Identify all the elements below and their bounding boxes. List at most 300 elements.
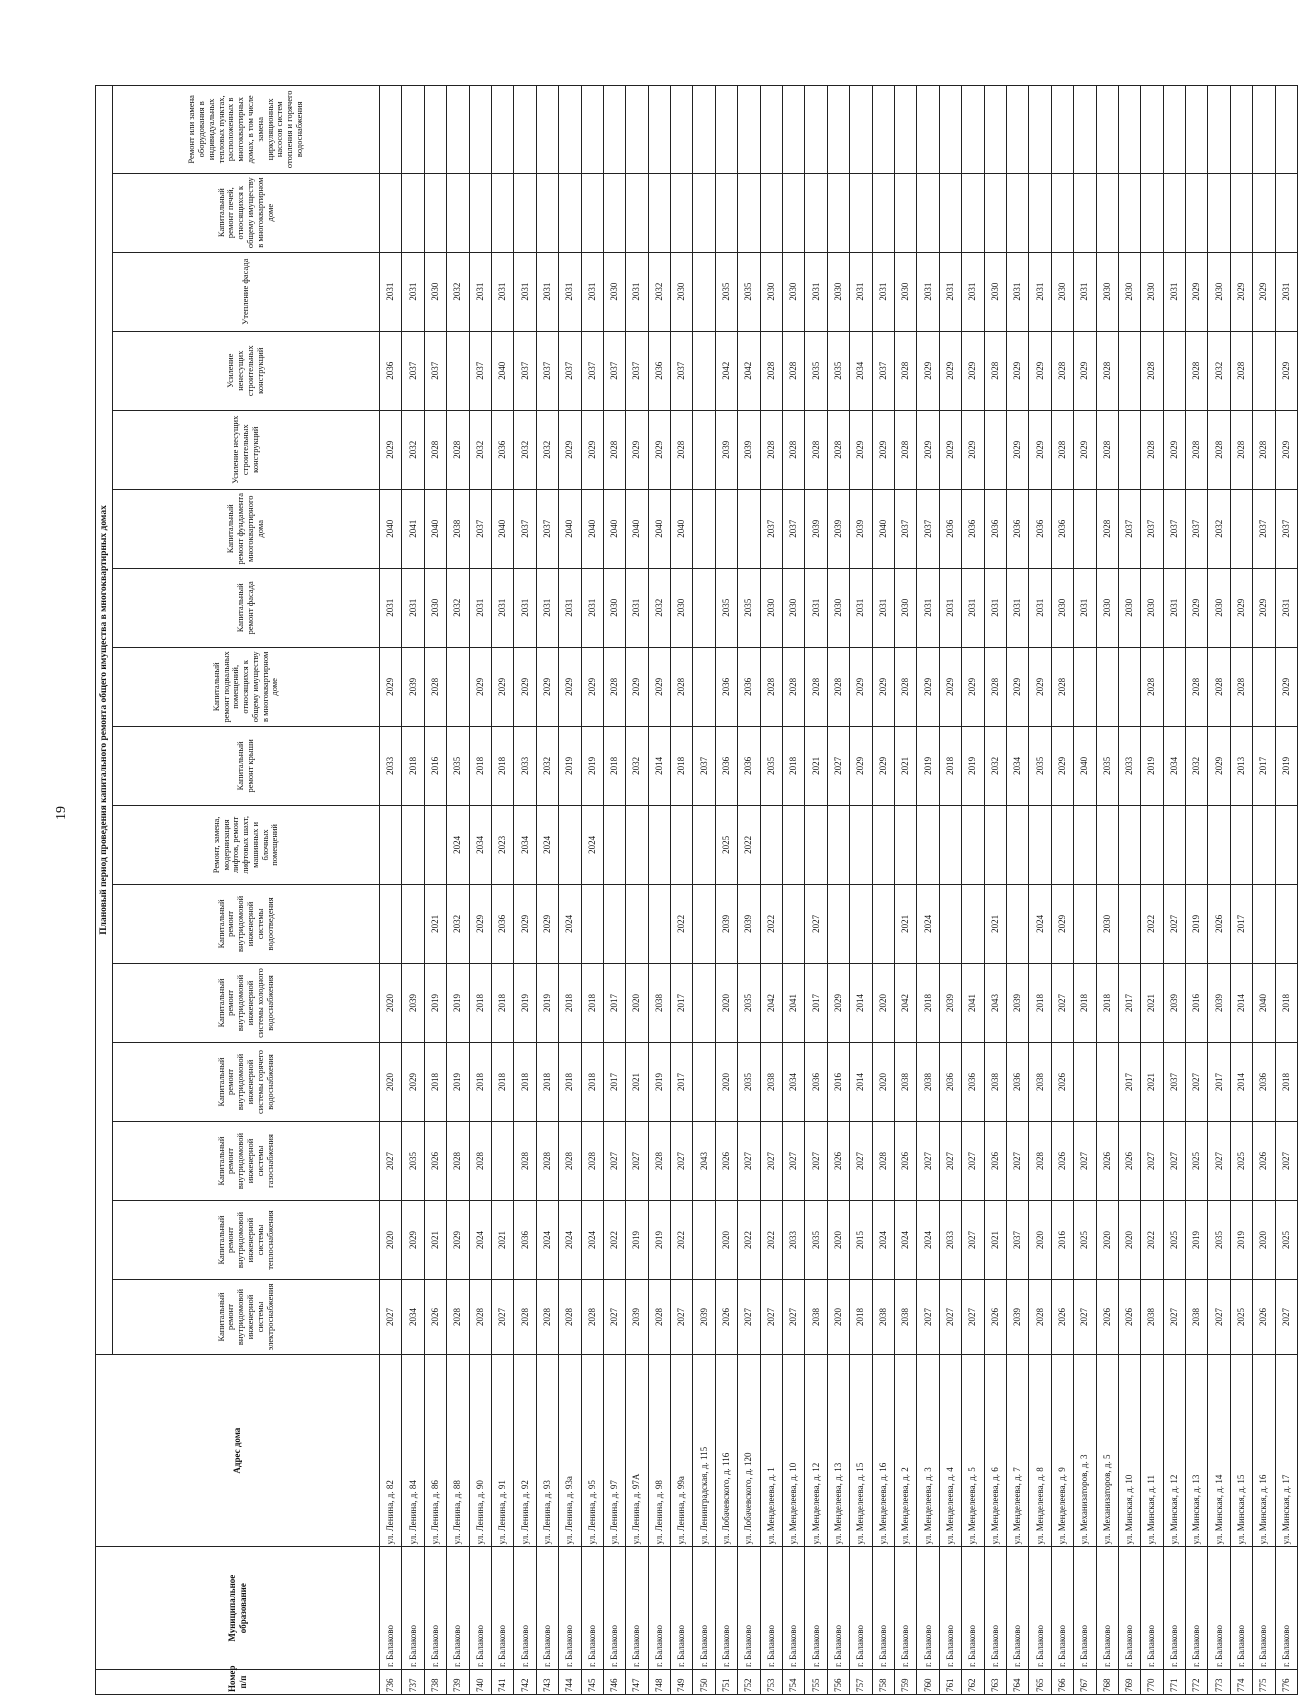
year-cell: 2020 [626,963,648,1042]
year-cell: 2029 [648,410,670,489]
row-municipality: г. Балаково [469,1547,491,1670]
row-address: ул. Ленина, д. 99а [671,1354,693,1546]
year-cell: 2028 [805,410,827,489]
year-cell: 2022 [1141,884,1163,963]
year-cell: 2027 [671,1280,693,1355]
year-cell: 2021 [491,1201,513,1280]
year-cell: 2027 [805,1122,827,1201]
year-cell [939,86,961,174]
row-number: 774 [1230,1670,1252,1695]
year-cell [984,410,1006,489]
year-cell: 2027 [939,1122,961,1201]
year-cell: 2037 [402,331,424,410]
year-cell: 2028 [447,1280,469,1355]
year-cell: 2032 [402,410,424,489]
year-cell: 2032 [536,410,558,489]
year-cell: 2029 [1208,726,1230,805]
year-cell: 2035 [760,726,782,805]
row-municipality: г. Балаково [1186,1547,1208,1670]
year-cell: 2022 [760,884,782,963]
year-cell: 2017 [805,963,827,1042]
year-cell: 2028 [1208,410,1230,489]
year-cell: 2014 [1230,1042,1252,1121]
year-cell [402,884,424,963]
year-cell: 2031 [469,252,491,331]
header-work-13: Усиление ненесущих строительных конструкций [113,331,380,410]
table-row [962,86,984,1695]
row-address: ул. Минская, д. 12 [1163,1354,1185,1546]
year-cell: 2029 [1186,568,1208,647]
year-cell [447,647,469,726]
year-cell: 2020 [1029,1201,1051,1280]
year-cell [1029,86,1051,174]
year-cell: 2018 [424,1042,446,1121]
year-cell: 2037 [536,331,558,410]
year-cell: 2029 [850,726,872,805]
year-cell: 2028 [1096,489,1118,568]
row-number: 736 [380,1670,402,1695]
year-cell: 2036 [805,1042,827,1121]
year-cell: 2031 [917,568,939,647]
table-row [1029,86,1051,1695]
year-cell: 2029 [1074,410,1096,489]
year-cell [1253,86,1275,174]
year-cell: 2027 [738,1280,760,1355]
year-cell [1074,884,1096,963]
header-work-7: Ремонт, замена, модернизация лифтов, ремонт лифтовых шахт, машинных и блочных помещений [113,805,380,884]
year-cell: 2036 [939,1042,961,1121]
year-cell: 2019 [1186,1201,1208,1280]
year-cell: 2036 [380,331,402,410]
year-cell: 2034 [514,805,536,884]
year-cell [1118,647,1140,726]
year-cell: 2036 [962,489,984,568]
year-cell: 2028 [1029,1122,1051,1201]
year-cell [671,173,693,252]
year-cell: 2031 [626,252,648,331]
year-cell [850,86,872,174]
row-address: ул. Ленинградская, д. 115 [693,1354,715,1546]
year-cell [447,86,469,174]
year-cell: 2034 [402,1280,424,1355]
year-cell: 2030 [827,252,849,331]
year-cell: 2035 [402,1122,424,1201]
year-cell: 2017 [603,963,625,1042]
table-row [872,86,894,1695]
year-cell: 2042 [894,963,916,1042]
year-cell: 2029 [559,410,581,489]
year-cell: 2033 [1118,726,1140,805]
year-cell: 2028 [424,410,446,489]
year-cell: 2029 [536,884,558,963]
row-number: 764 [1006,1670,1028,1695]
row-address: ул. Менделеева, д. 8 [1029,1354,1051,1546]
year-cell: 2018 [581,1042,603,1121]
year-cell: 2028 [559,1122,581,1201]
year-cell: 2028 [1096,410,1118,489]
row-number: 753 [760,1670,782,1695]
row-number: 757 [850,1670,872,1695]
year-cell: 2031 [1006,252,1028,331]
year-cell: 2018 [1275,1042,1297,1121]
year-cell [1253,173,1275,252]
year-cell [1074,1042,1096,1121]
year-cell [380,805,402,884]
year-cell [626,805,648,884]
row-number: 763 [984,1670,1006,1695]
year-cell: 2035 [805,331,827,410]
row-address: ул. Менделеева, д. 10 [783,1354,805,1546]
year-cell: 2028 [783,647,805,726]
year-cell: 2016 [1186,963,1208,1042]
year-cell [1074,489,1096,568]
year-cell [1275,86,1297,174]
year-cell: 2019 [559,726,581,805]
year-cell: 2039 [738,410,760,489]
table-row [1074,86,1096,1695]
year-cell: 2031 [962,568,984,647]
row-number: 748 [648,1670,670,1695]
table-row [1208,86,1230,1695]
header-work-4: Капитальный ремонт внутридомовой инженерной системы горячего водоснабжения [113,1042,380,1121]
year-cell: 2029 [648,647,670,726]
year-cell: 2037 [1006,1201,1028,1280]
table-body [380,86,1298,1695]
year-cell [447,331,469,410]
year-cell: 2037 [872,331,894,410]
year-cell: 2027 [1163,1280,1185,1355]
year-cell: 2030 [424,568,446,647]
year-cell: 2036 [648,331,670,410]
year-cell: 2019 [626,1201,648,1280]
row-municipality: г. Балаково [648,1547,670,1670]
year-cell: 2029 [469,884,491,963]
year-cell: 2037 [671,331,693,410]
row-address: ул. Ленина, д. 93а [559,1354,581,1546]
row-municipality: г. Балаково [850,1547,872,1670]
year-cell: 2038 [1029,1042,1051,1121]
year-cell [917,805,939,884]
year-cell: 2028 [1141,331,1163,410]
year-cell: 2032 [536,726,558,805]
year-cell: 2027 [1163,884,1185,963]
year-cell [402,173,424,252]
year-cell: 2028 [783,410,805,489]
year-cell: 2028 [469,1122,491,1201]
year-cell: 2022 [760,1201,782,1280]
year-cell: 2030 [671,252,693,331]
year-cell [894,805,916,884]
row-number: 772 [1186,1670,1208,1695]
year-cell: 2027 [805,884,827,963]
year-cell [1230,805,1252,884]
year-cell: 2020 [1253,1201,1275,1280]
year-cell [380,86,402,174]
year-cell: 2040 [1074,726,1096,805]
year-cell: 2027 [738,1122,760,1201]
year-cell [559,805,581,884]
year-cell: 2029 [514,884,536,963]
year-cell: 2022 [603,1201,625,1280]
year-cell: 2018 [469,726,491,805]
year-cell: 2028 [783,331,805,410]
header-work-10: Капитальный ремонт фасада [113,568,380,647]
year-cell [671,86,693,174]
year-cell: 2017 [1118,1042,1140,1121]
year-cell [491,1122,513,1201]
year-cell [1253,884,1275,963]
year-cell: 2018 [559,963,581,1042]
year-cell [693,489,715,568]
year-cell [1118,805,1140,884]
year-cell [603,884,625,963]
year-cell [1208,173,1230,252]
year-cell [1118,410,1140,489]
year-cell [1096,805,1118,884]
year-cell: 2036 [1006,489,1028,568]
year-cell [1029,173,1051,252]
year-cell: 2031 [917,252,939,331]
year-cell: 2037 [917,489,939,568]
year-cell: 2030 [894,252,916,331]
year-cell: 2030 [1051,568,1073,647]
row-municipality: г. Балаково [491,1547,513,1670]
table-row [693,86,715,1695]
year-cell: 2020 [380,1042,402,1121]
year-cell: 2031 [1163,568,1185,647]
year-cell: 2041 [402,489,424,568]
row-address: ул. Менделеева, д. 4 [939,1354,961,1546]
header-municipality: Муниципальное образование [96,1547,380,1670]
year-cell: 2026 [1253,1122,1275,1201]
row-municipality: г. Балаково [1141,1547,1163,1670]
year-cell: 2019 [1230,1201,1252,1280]
header-work-15: Капитальный ремонт печей, относящихся к общему имуществу в многоквартирном доме [113,173,380,252]
year-cell [491,173,513,252]
row-address: ул. Лобачевского, д. 120 [738,1354,760,1546]
year-cell: 2020 [380,1201,402,1280]
year-cell: 2031 [402,252,424,331]
year-cell: 2028 [648,1122,670,1201]
year-cell: 2030 [1096,568,1118,647]
row-municipality: г. Балаково [559,1547,581,1670]
year-cell: 2028 [1051,410,1073,489]
year-cell: 2040 [626,489,648,568]
year-cell: 2035 [827,331,849,410]
table-row [603,86,625,1695]
year-cell: 2018 [469,1042,491,1121]
year-cell: 2019 [648,1201,670,1280]
year-cell: 2027 [962,1280,984,1355]
year-cell: 2016 [827,1042,849,1121]
year-cell: 2032 [984,726,1006,805]
year-cell [693,1201,715,1280]
year-cell: 2020 [715,1201,737,1280]
year-cell [648,86,670,174]
year-cell: 2031 [1163,252,1185,331]
year-cell: 2028 [603,647,625,726]
year-cell: 2024 [469,1201,491,1280]
year-cell: 2036 [715,726,737,805]
year-cell: 2029 [1006,331,1028,410]
year-cell: 2038 [447,489,469,568]
year-cell: 2036 [514,1201,536,1280]
year-cell: 2027 [962,1201,984,1280]
year-cell: 2018 [402,726,424,805]
table-row [424,86,446,1695]
year-cell [827,173,849,252]
year-cell: 2027 [850,1122,872,1201]
row-municipality: г. Балаково [380,1547,402,1670]
year-cell: 2031 [380,568,402,647]
year-cell [1074,86,1096,174]
year-cell: 2027 [1141,1122,1163,1201]
table-row [760,86,782,1695]
row-municipality: г. Балаково [984,1547,1006,1670]
year-cell [693,963,715,1042]
table-row [1253,86,1275,1695]
year-cell [1051,86,1073,174]
table-row [827,86,849,1695]
year-cell [626,884,648,963]
year-cell: 2040 [1253,963,1275,1042]
year-cell: 2024 [581,805,603,884]
year-cell: 2018 [1096,963,1118,1042]
year-cell: 2028 [447,410,469,489]
year-cell [581,884,603,963]
year-cell: 2031 [559,252,581,331]
year-cell: 2037 [424,331,446,410]
year-cell: 2018 [514,1042,536,1121]
year-cell: 2037 [1163,1042,1185,1121]
year-cell: 2024 [872,1201,894,1280]
year-cell: 2019 [447,1042,469,1121]
year-cell: 2036 [715,647,737,726]
year-cell: 2027 [760,1122,782,1201]
row-municipality: г. Балаково [581,1547,603,1670]
year-cell: 2029 [917,331,939,410]
row-address: ул. Менделеева, д. 2 [894,1354,916,1546]
year-cell [738,86,760,174]
row-number: 746 [603,1670,625,1695]
year-cell: 2023 [491,805,513,884]
year-cell: 2028 [872,1122,894,1201]
year-cell: 2036 [1029,489,1051,568]
year-cell [783,805,805,884]
year-cell: 2022 [671,1201,693,1280]
year-cell: 2024 [917,884,939,963]
table-row [559,86,581,1695]
year-cell: 2031 [581,568,603,647]
year-cell [805,173,827,252]
year-cell [917,86,939,174]
year-cell: 2026 [1096,1280,1118,1355]
year-cell: 2037 [1118,489,1140,568]
year-cell [693,1042,715,1121]
year-cell [626,86,648,174]
year-cell: 2021 [424,1201,446,1280]
year-cell: 2029 [1006,647,1028,726]
table-row [738,86,760,1695]
year-cell [1230,173,1252,252]
year-cell: 2027 [1074,1122,1096,1201]
year-cell: 2028 [827,410,849,489]
year-cell: 2038 [984,1042,1006,1121]
row-number: 771 [1163,1670,1185,1695]
row-municipality: г. Балаково [1275,1547,1297,1670]
year-cell: 2028 [805,647,827,726]
row-address: ул. Менделеева, д. 7 [1006,1354,1028,1546]
year-cell: 2018 [1275,963,1297,1042]
year-cell: 2026 [1118,1122,1140,1201]
table-row [805,86,827,1695]
row-address: ул. Ленина, д. 91 [491,1354,513,1546]
row-number: 741 [491,1670,513,1695]
year-cell: 2019 [581,726,603,805]
year-cell [1230,489,1252,568]
year-cell: 2029 [850,647,872,726]
year-cell: 2029 [1275,410,1297,489]
year-cell [1006,884,1028,963]
year-cell: 2028 [1253,410,1275,489]
year-cell [715,489,737,568]
year-cell: 2037 [469,489,491,568]
year-cell: 2018 [1074,963,1096,1042]
year-cell: 2029 [1051,884,1073,963]
year-cell: 2031 [1074,568,1096,647]
year-cell: 2039 [805,489,827,568]
year-cell: 2043 [693,1122,715,1201]
year-cell: 2031 [536,252,558,331]
row-municipality: г. Балаково [738,1547,760,1670]
year-cell: 2024 [917,1201,939,1280]
year-cell: 2028 [894,331,916,410]
year-cell: 2031 [1006,568,1028,647]
year-cell: 2021 [626,1042,648,1121]
year-cell: 2030 [1096,884,1118,963]
year-cell: 2039 [827,489,849,568]
year-cell: 2033 [783,1201,805,1280]
row-municipality: г. Балаково [402,1547,424,1670]
year-cell: 2026 [1051,1122,1073,1201]
year-cell: 2027 [917,1280,939,1355]
row-number: 762 [962,1670,984,1695]
year-cell [424,805,446,884]
year-cell: 2031 [626,568,648,647]
year-cell: 2021 [894,726,916,805]
header-work-14: Утепление фасада [113,252,380,331]
year-cell: 2027 [380,1280,402,1355]
year-cell: 2035 [738,1042,760,1121]
year-cell: 2020 [872,963,894,1042]
year-cell: 2039 [939,963,961,1042]
year-cell: 2029 [1253,252,1275,331]
table-row [1275,86,1297,1695]
header-work-11: Капитальный ремонт фундамента многоквартирного дома [113,489,380,568]
year-cell: 2032 [1208,331,1230,410]
row-number: 765 [1029,1670,1051,1695]
year-cell: 2037 [581,331,603,410]
year-cell: 2027 [1074,1280,1096,1355]
year-cell: 2026 [1208,884,1230,963]
year-cell: 2014 [648,726,670,805]
table-row [783,86,805,1695]
year-cell: 2037 [894,489,916,568]
row-number: 742 [514,1670,536,1695]
year-cell: 2027 [1051,963,1073,1042]
year-cell: 2029 [1074,331,1096,410]
year-cell: 2026 [894,1122,916,1201]
